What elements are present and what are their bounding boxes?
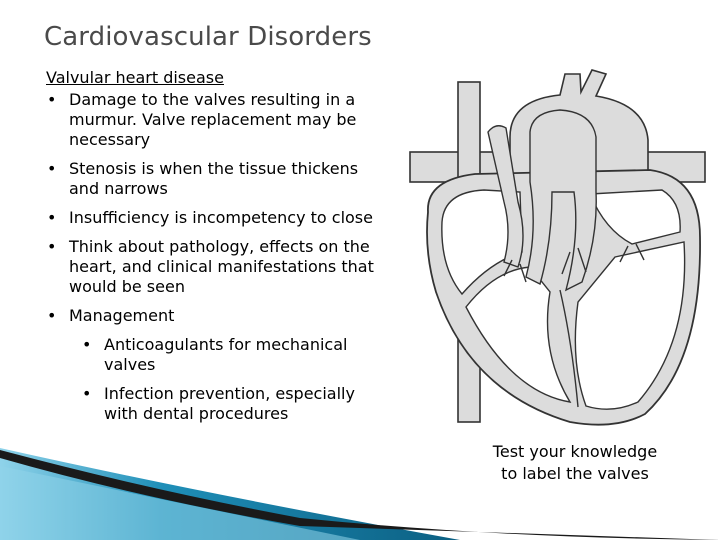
- decorative-swoosh: [0, 448, 720, 540]
- caption-line: to label the valves: [501, 464, 649, 483]
- bullet-item: • Insufficiency is incompetency to close: [46, 208, 391, 228]
- section-heading: Valvular heart disease: [46, 68, 224, 87]
- swoosh-light: [0, 466, 360, 540]
- bullet-item: • Stenosis is when the tissue thickens and narrows: [46, 159, 391, 199]
- bullet-item: • Damage to the valves resulting in a murmur. Valve replacement may be necessary: [46, 90, 391, 150]
- sub-bullet-item: • Infection prevention, especially with dental procedures: [46, 384, 391, 424]
- bullet-item: • Management: [46, 306, 391, 326]
- bullet-item: • Think about pathology, effects on the heart, and clinical manifestations that would be seen: [46, 237, 391, 297]
- heart-diagram-icon: [400, 62, 720, 432]
- slide-title: Cardiovascular Disorders: [44, 22, 372, 52]
- content-area: [46, 68, 391, 424]
- caption-line: Test your knowledge: [492, 442, 658, 461]
- sub-bullet-item: • Anticoagulants for mechanical valves: [46, 335, 391, 375]
